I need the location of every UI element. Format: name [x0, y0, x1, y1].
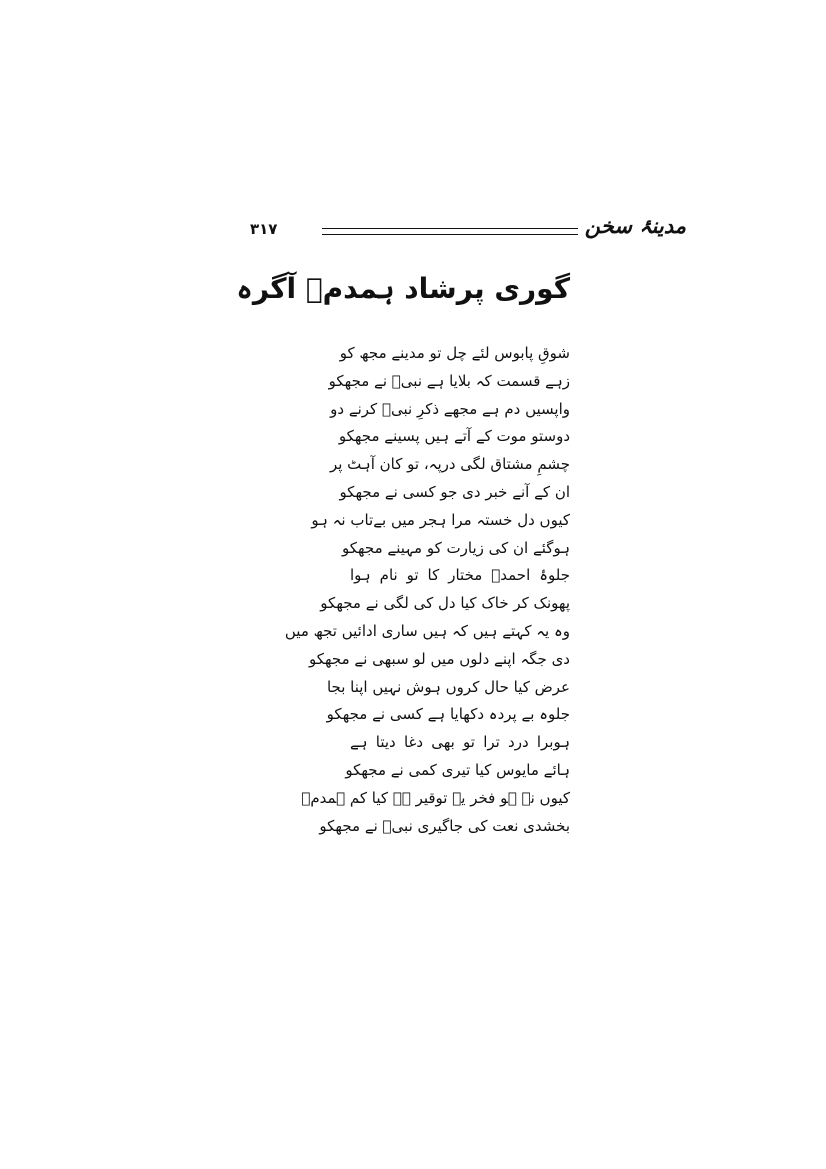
- header-double-rule: [322, 228, 578, 236]
- poem-verses: [284, 340, 570, 840]
- page-number: ۳۱۷: [250, 220, 278, 238]
- header-rule-line-bottom: [322, 234, 578, 235]
- verse-line: ان کے آنے خبر دی جو کسی نے مجھکو: [339, 482, 570, 501]
- verse-line: پھونک کر خاک کیا دل کی لگی نے مجھکو: [320, 594, 570, 613]
- verse-line: شوقِ پابوس لئے چل تو مدینے مجھ کو: [339, 344, 570, 362]
- verse-line: عرض کیا حال کروں ہوش نہیں اپنا بجا: [326, 677, 570, 696]
- verse-line: واپسیں دم ہے مجھے ذکرِ نبیؐ کرنے دو: [330, 399, 570, 418]
- verse-line: دی جگہ اپنے دلوں میں لو سبھی نے مجھکو: [308, 649, 570, 668]
- verse-line: جلوۂ احمدؐ مختار کا تو نام ہوا: [350, 566, 570, 585]
- verse-line: ہائے مایوس کیا تیری کمی نے مجھکو: [345, 760, 570, 779]
- verse-line: چشمِ مشتاق لگی درپہ، تو کان آہٹ پر: [329, 455, 570, 474]
- verse-line: ہوگئے ان کی زیارت کو مہینے مجھکو: [341, 538, 570, 557]
- header-rule-line-top: [322, 228, 578, 229]
- running-book-title: مدینۂ سخن: [584, 214, 686, 238]
- poem-title: گوری پرشاد ہمدمؔ آگرہ: [236, 272, 570, 305]
- verse-line: جلوہ بے پردہ دکھایا ہے کسی نے مجھکو: [326, 705, 570, 724]
- verse-line: وہ یہ کہتے ہیں کہ ہیں ساری ادائیں تجھ میں: [284, 621, 570, 640]
- verse-line: ہوبرا درد ترا تو بھی دغا دیتا ہے: [350, 733, 570, 752]
- verse-line: کیوں نہ ہو فخر یہ توقیر ہے کیا کم ہمدمؔ: [301, 788, 570, 807]
- verse-line: دوستو موت کے آتے ہیں پسینے مجھکو: [338, 427, 570, 446]
- verse-line: زہے قسمت کہ بلایا ہے نبیؐ نے مجھکو: [328, 371, 570, 390]
- verse-line: کیوں دل خستہ مرا ہجر میں بےتاب نہ ہو: [311, 510, 570, 529]
- verse-line: بخشدی نعت کی جاگیری نبیؐ نے مجھکو: [319, 816, 570, 835]
